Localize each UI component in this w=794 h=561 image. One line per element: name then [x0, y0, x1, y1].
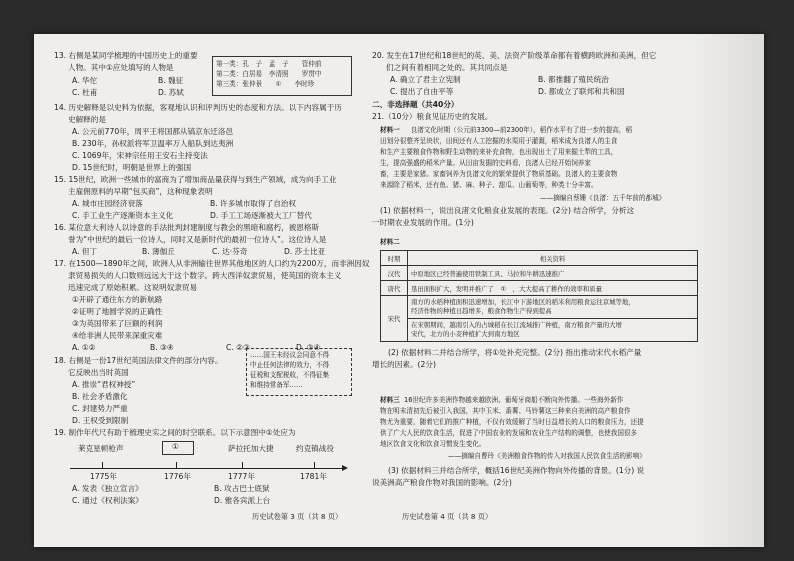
table-row	[381, 281, 698, 296]
table-header-row	[381, 251, 698, 266]
q13-option-d: D. 苏轼	[158, 88, 184, 97]
q14-option-d: D. 15世纪时，明朝是世界上的强国	[72, 163, 192, 172]
material-3-line-4: 供了广大人民的饮食生活，促进了中国农业的发展和农业生产结构的调整，也使我国很多	[380, 429, 638, 437]
material-1-line-2: 田划分很整齐呈块状，田间还有人工挖掘的水渠用于灌溉，稻米成为良渚人的主食	[380, 137, 618, 145]
q20-stem-1: 20. 发生在17世纪和18世纪的英、美、法资产阶级革命都有着横跨欧洲和美洲，但它	[372, 51, 657, 60]
song-line-3: 在宋朝期间，越南引入的占城稻在长江流域推广种植，南方粮食产量的大增	[411, 321, 622, 329]
q15-option-b: B. 许多城市取得了自治权	[210, 199, 296, 208]
q15-stem-2: 主雇佣原料的早期“包买商”，这种现象表明	[68, 187, 213, 196]
table-cell-period: 汉代	[381, 266, 408, 281]
q18-quote-line-3: 征税和支配税收，不得征集	[250, 371, 330, 379]
material-3-source: ——摘编自曹玲《美洲粮食作物的传入对我国人民饮食生活的影响》	[448, 452, 646, 460]
q14-stem-1: 14. 历史解释是以史料为依据，客观地认识和评判历史的态度和方法。以下内容属于历	[54, 103, 342, 112]
q21-part-2-line-1: (2) 依据材料二并结合所学，将①处补充完整。(2分) 指出推动宋代水稻产量	[388, 348, 642, 357]
q17-option-a: A. ①②	[72, 343, 96, 352]
q18-quote-line-4: 和维持常备军……	[250, 381, 303, 389]
q19-year-3: 1777年	[228, 472, 255, 481]
q13-option-a: A. 华佗	[72, 76, 98, 85]
q19-option-d: D. 雅各宾派上台	[214, 496, 271, 505]
q17-item-1: ①开辟了通往东方的新航路	[72, 295, 163, 304]
q19-option-b: B. 攻占巴士底狱	[214, 484, 270, 493]
q19-year-4: 1781年	[300, 472, 327, 481]
q15-option-d: D. 手工工场逐渐被大工厂替代	[210, 211, 312, 220]
q19-option-c: C. 通过《权利法案》	[72, 496, 143, 505]
q17-item-3: ③为英国带来了巨额的利润	[72, 319, 163, 328]
material-3-line-1: 16世纪许多美洲作物越来越欧洲、葡萄牙商船不断向外传播。一些海外新作	[404, 396, 624, 404]
q21-title: 21.（10分）粮食见证历史的发展。	[372, 112, 493, 121]
material-1-line-5: 畜，主要是家猪。家畜饲养为良渚文化的繁荣提供了物质基础。良渚人的主要食物	[380, 170, 618, 178]
q15-option-a: A. 城市庄园经济衰落	[72, 199, 143, 208]
q13-table-row-1: 第一类：孔 子 孟 子 管仲前	[216, 60, 322, 68]
q14-stem-2: 史解释的是	[68, 115, 106, 124]
q18-quote-line-1: ……国王未经议会同意不得	[250, 351, 330, 359]
song-line-2: 经济作物的种植日趋增多，粮食作物生产得到提高	[411, 307, 552, 315]
q14-option-a: A. 公元前770年，周平王将国都从镐京东迁洛邑	[72, 127, 234, 136]
material-1-line-1: 良渚文化时期（公元前3300—前2300年），稻作水平有了进一步的提高，稻	[404, 126, 633, 134]
q19-year-1: 1775年	[90, 472, 117, 481]
q19-year-2: 1776年	[164, 472, 191, 481]
q13-option-c: C. 杜甫	[72, 88, 98, 97]
q16-option-a: A. 但丁	[72, 247, 98, 256]
q20-stem-2: 们之间有着相同之处的。其共同点是	[386, 63, 508, 72]
material-3-line-2: 物在明末清初先后被引入我国，其中玉米、番薯、马铃薯这三种来自美洲的高产粮食作	[380, 407, 631, 415]
q18-option-c: C. 封建势力严重	[72, 404, 128, 413]
q13-table-row-2: 第二类：白居易 李清照 罗贯中	[216, 70, 322, 78]
q18-stem-2: 它反映出当时英国	[68, 368, 129, 377]
material-1-line-3: 和生产主要粮食作物和野生动物的来补充食物，也出现出土了用来掘土犁的工具，	[380, 148, 618, 156]
q16-stem-2: 誉为“中世纪的最后一位诗人，同时又是新时代的最初一位诗人”。这位诗人是	[68, 235, 327, 244]
q17-item-4: ④给非洲人民带来深重灾难	[72, 331, 163, 340]
timeline-tick	[102, 462, 103, 468]
q15-stem-1: 15. 15世纪，欧洲一些城市的富商为了增加商品量获得与到生产领域，成为向手工业	[54, 175, 337, 184]
q21-part-2-line-2: 增长的因素。(2分)	[372, 360, 436, 369]
q14-option-b: B. 230年，孙权派将军卫温率万人船队到达夷洲	[72, 139, 234, 148]
left-page-footer: 历史试卷第 3 页（共 8 页）	[252, 512, 343, 521]
table-cell-period: 唐代	[381, 281, 408, 296]
q21-part-1-line-1: (1) 依据材料一，说出良渚文化粮食业发展的表现。(2分) 结合所学，分析这	[380, 206, 635, 215]
material-2-label: 材料二	[380, 238, 400, 246]
q16-option-d: D. 莎士比亚	[284, 247, 326, 256]
q20-option-c: C. 提出了自由平等	[390, 87, 454, 96]
material-3-line-5: 地区饮食文化和饮食习惯发生变化。	[380, 440, 486, 448]
q15-option-c: C. 手工业生产逐渐资本主义化	[72, 211, 174, 220]
timeline-tick	[176, 462, 177, 468]
table-cell-text	[408, 319, 698, 342]
song-line-4: 宋代，北方的小麦种植扩大到南方地区	[411, 330, 520, 338]
q17-stem-3: 迅速完成了原始积累。这说明奴隶贸易	[68, 283, 198, 292]
right-page-footer: 历史试卷第 4 页（共 8 页）	[402, 512, 493, 521]
q16-stem-1: 16. 某位意大利诗人以诗意的手法批判封建制度与教会的黑暗和腐朽，被恩格斯	[54, 223, 320, 232]
q21-part-3-line-1: (3) 依据材料三并结合所学，概括16世纪美洲作物向外传播的背景。(1分) 说	[388, 466, 645, 475]
q17-option-c: C. ②③	[226, 343, 250, 352]
q17-option-b: B. ③④	[150, 343, 174, 352]
q16-option-c: C. 达·芬奇	[212, 247, 248, 256]
q18-option-d: D. 王权受到限制	[72, 416, 129, 425]
material-3-line-3: 物尤为重要，随着它们的推广种植，不仅有效缓解了当时日益增长的人口的粮食压力，还提	[380, 418, 644, 426]
q18-stem-1: 18. 右侧是一份17世纪英国法律文件的部分内容。	[54, 356, 223, 365]
timeline-tick	[314, 462, 315, 468]
table-header-content: 相关资料	[408, 251, 698, 266]
q16-option-b: B. 薄伽丘	[142, 247, 175, 256]
q20-option-d: D. 都成立了联邦和共和国	[538, 87, 625, 96]
q19-event-3: 萨拉托加大捷	[228, 444, 274, 453]
q13-stem-1: 13. 右侧是某同学梳理的中国历史上的重要	[54, 51, 198, 60]
table-cell-text: 垦田面积扩大，发明并推广了 ① ，大大提高了耕作的效率和质量	[408, 281, 698, 296]
q18-quote-line-2: 中止任何法律的效力，不得	[250, 361, 330, 369]
q19-event-2: ①	[172, 442, 179, 451]
material-1-source: ——摘编自蔡姗《良渚：五千年前的都城》	[540, 194, 666, 202]
q20-option-b: B. 都推翻了殖民统治	[538, 75, 609, 84]
q21-part-3-line-2: 说美洲高产粮食作物对我国的影响。(2分)	[372, 478, 512, 487]
q13-option-b: B. 魏征	[158, 76, 184, 85]
q19-event-1: 莱克星顿枪声	[78, 444, 124, 453]
table-header-period: 时期	[381, 251, 408, 266]
q21-part-1-line-2: 一时期农业发展的作用。(1分)	[372, 218, 474, 227]
table-cell-period: 宋代	[381, 296, 408, 342]
table-cell-text	[408, 296, 698, 319]
table-row	[381, 266, 698, 281]
q17-stem-2: 隶贸易损失的人口数则远远大于这个数字。跨大西洋奴隶贸易，使英国的资本主义	[68, 271, 342, 280]
timeline-axis	[70, 468, 342, 469]
q19-event-4: 约克镇战役	[296, 444, 334, 453]
q19-option-a: A. 发表《独立宣言》	[72, 484, 143, 493]
q18-option-b: B. 社会矛盾激化	[72, 392, 128, 401]
table-row	[381, 296, 698, 319]
q19-stem: 19. 制作年代尺有助于梳理史实之间的时空联系。以下示意图中①处应为	[54, 428, 296, 437]
material-1-label: 材料一	[380, 126, 400, 134]
song-line-1: 南方的水稻种植面积迅速增加，长江中下游地区的稻米利用粮食运往京城等地，	[411, 298, 635, 306]
material-1-line-4: 生，提高强盛的稻米产量。从田亩发掘的史料看，良渚人已经开始饲养家	[380, 159, 591, 167]
q17-option-d: D. ③④	[296, 343, 321, 352]
q13-stem-2: 人物。其中①应处填写的人物是	[68, 63, 174, 72]
q17-item-2: ②证明了地圆学说的正确性	[72, 307, 163, 316]
table-row	[381, 319, 698, 342]
q20-option-a: A. 确立了君主立宪制	[390, 75, 461, 84]
material-2-table	[380, 250, 698, 342]
table-cell-text: 中原地区已经普遍使用铁制工具、马拉和牛耕迅速推广	[408, 266, 698, 281]
q14-option-c: C. 1069年，宋神宗任用王安石主持变法	[72, 151, 208, 160]
timeline-arrow	[342, 465, 348, 471]
q18-option-a: A. 推崇“君权神授”	[72, 380, 136, 389]
q13-table-row-3: 第三类：张仲景 ① 李时珍	[216, 80, 315, 88]
q17-stem-1: 17. 在1500—1890年之间，欧洲人从非洲输往世界其他地区的人口约为2200万，而非洲因奴	[54, 259, 370, 268]
timeline-tick	[242, 462, 243, 468]
section-heading: 二、非选择题（共40分）	[372, 100, 459, 109]
material-1-line-6: 来源除了稻米，还有鱼、猪、麻、种子、甜瓜、山葡萄等，种类十分丰富。	[380, 181, 598, 189]
material-3-label: 材料三	[380, 396, 400, 404]
